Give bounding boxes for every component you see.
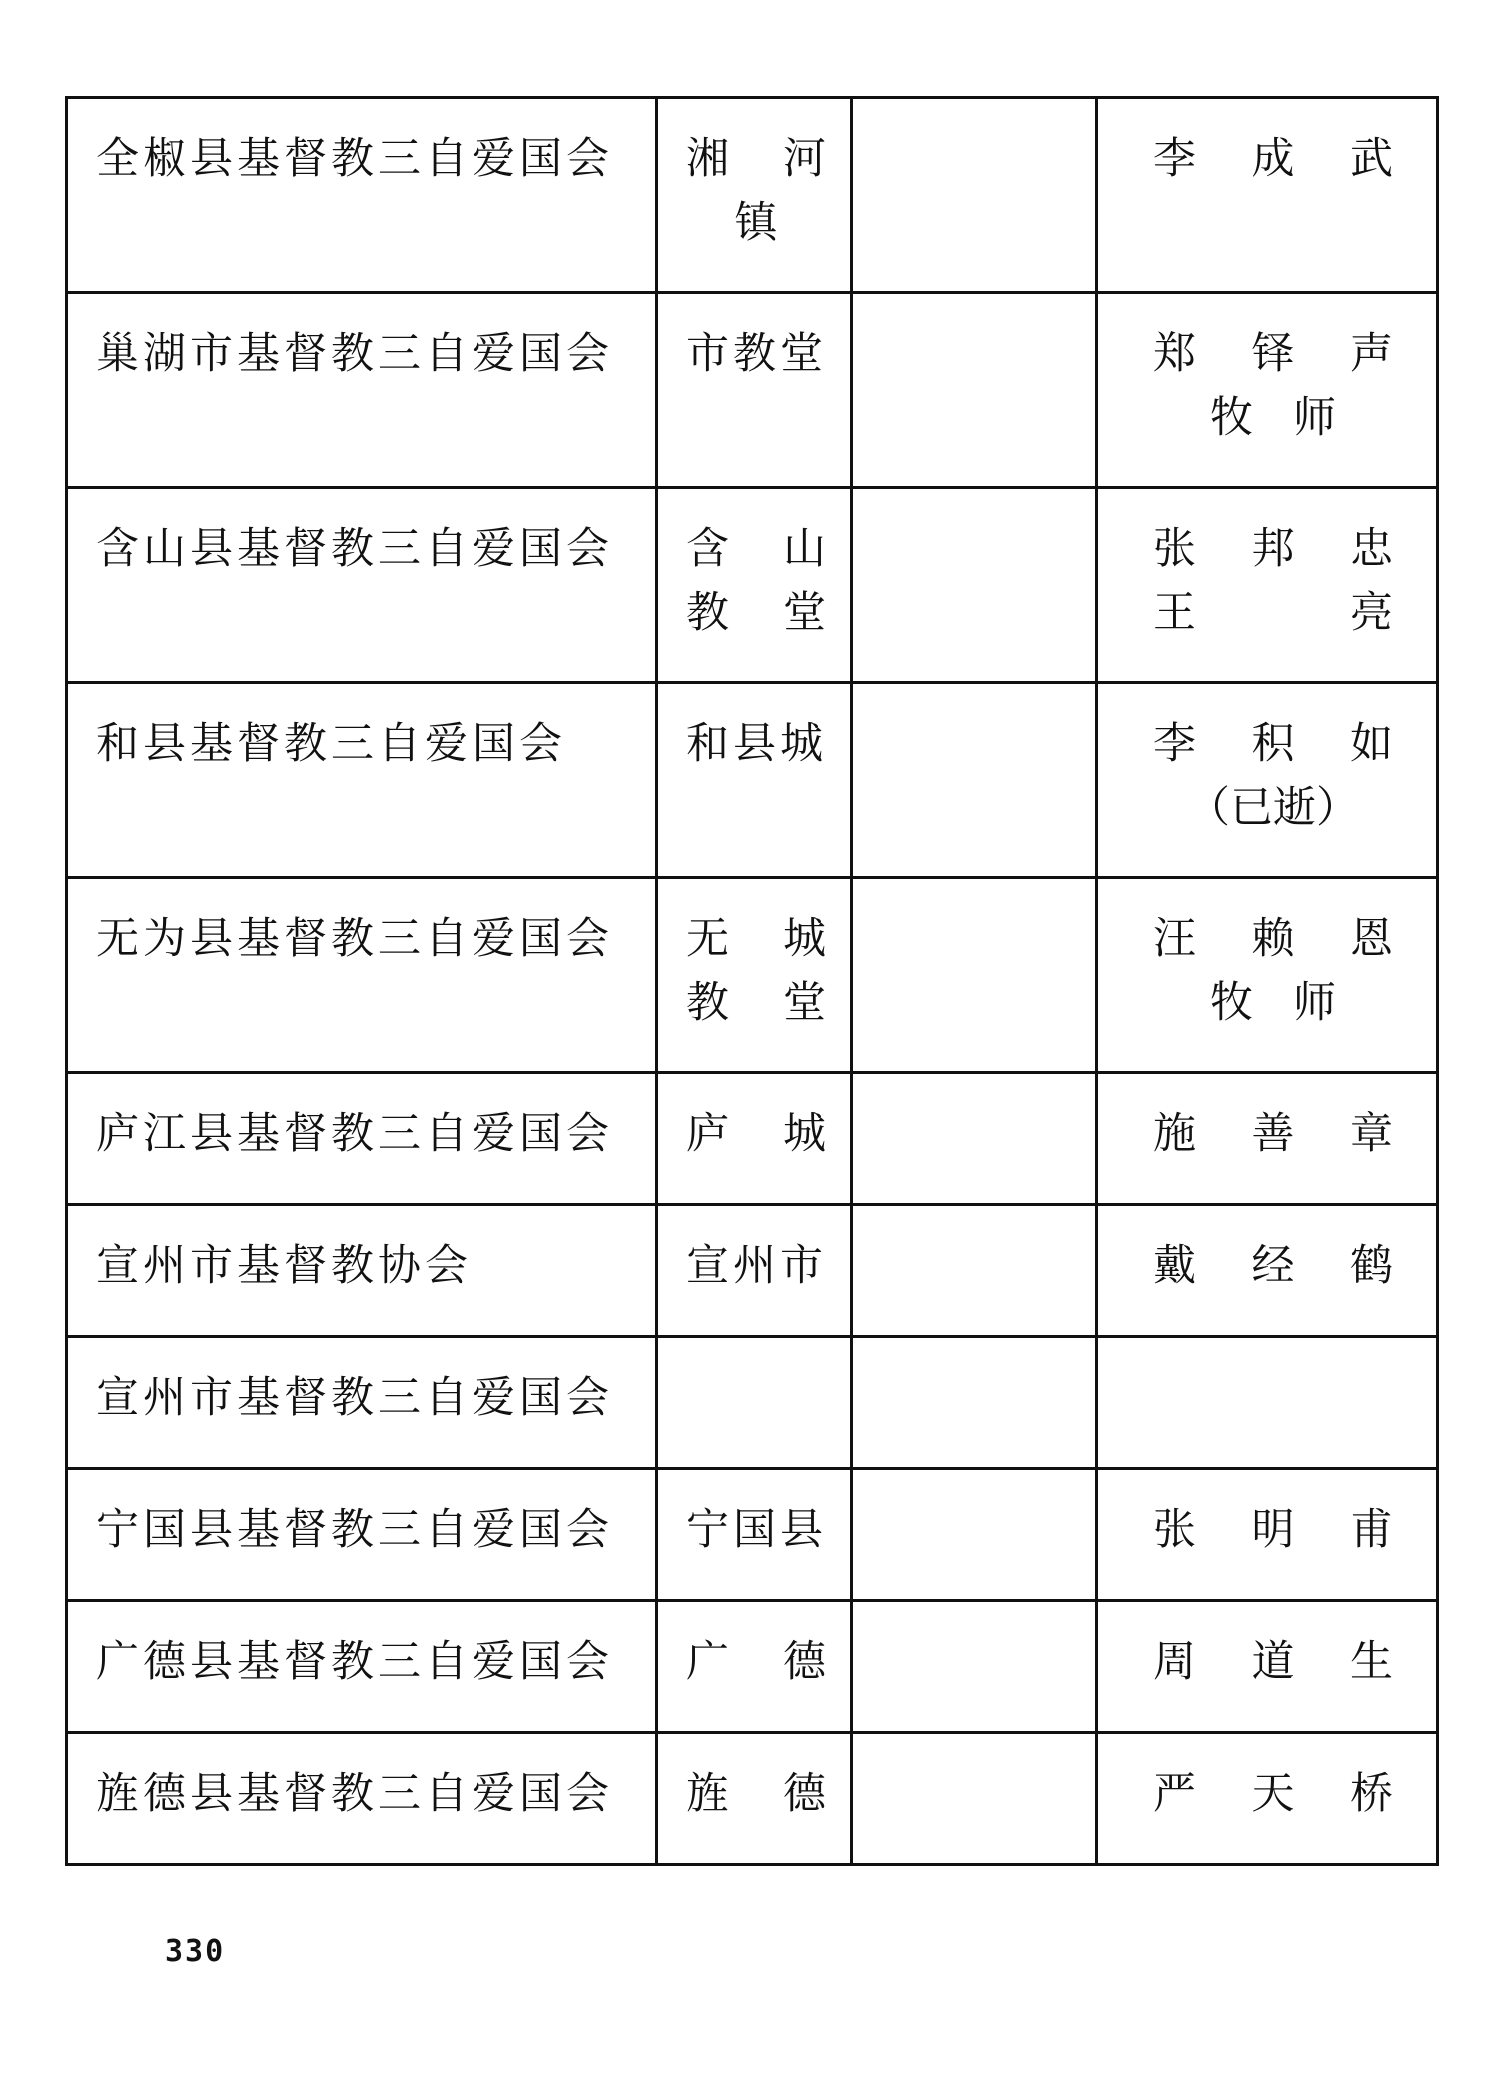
person-char: 李 [1153,719,1196,769]
table-row [67,1733,1438,1865]
location-cell [657,1469,852,1601]
person-line [1153,581,1393,645]
person-char: 牧 [1210,393,1253,443]
blank-cell [852,488,1097,683]
organization-cell: 广德县基督教三自爱国会 [67,1601,657,1733]
location-cell [657,1205,852,1337]
table-row [67,1469,1438,1601]
blank-cell [852,1469,1097,1601]
location-line [686,581,826,645]
location-cell [657,1601,852,1733]
table-row [67,293,1438,488]
person-cell [1097,98,1438,293]
location-cell [657,1733,852,1865]
registry-table [65,96,1439,1866]
location-line [686,517,826,581]
person-line [1153,907,1393,971]
person-char: 善 [1251,1109,1295,1159]
table-row [67,1601,1438,1733]
organization-cell: 旌德县基督教三自爱国会 [67,1733,657,1865]
person-line [1153,1234,1393,1298]
person-char: 张 [1153,524,1196,574]
person-cell [1097,878,1438,1073]
location-cell [657,1337,852,1469]
table-row [67,98,1438,293]
blank-cell [852,98,1097,293]
person-cell [1097,1337,1438,1469]
person-cell [1097,683,1438,878]
person-cell [1097,293,1438,488]
person-char: 赖 [1251,914,1295,964]
person-char: 李 [1153,134,1196,184]
table-row [67,488,1438,683]
person-cell [1097,1601,1438,1733]
location-char: 河 [783,134,826,184]
person-char: 甫 [1350,1505,1393,1555]
organization-cell: 庐江县基督教三自爱国会 [67,1073,657,1205]
organization-cell: 巢湖市基督教三自爱国会 [67,293,657,488]
location-line [686,1630,826,1694]
page-number: 330 [165,1934,226,1969]
person-cell [1097,1205,1438,1337]
location-char: 旌 [686,1769,729,1819]
organization-cell: 无为县基督教三自爱国会 [67,878,657,1073]
person-char: 亮 [1350,588,1393,638]
location-cell [657,98,852,293]
person-cell [1097,1073,1438,1205]
location-char: 山 [783,524,826,574]
location-cell [657,878,852,1073]
person-char: 汪 [1153,914,1196,964]
person-char: 道 [1251,1637,1295,1687]
person-char: 明 [1251,1505,1295,1555]
organization-cell: 含山县基督教三自爱国会 [67,488,657,683]
registry-table-body [67,98,1438,1865]
location-cell [657,293,852,488]
location-line [686,907,826,971]
person-char: 施 [1153,1109,1196,1159]
location-line [686,971,826,1035]
person-char: 鹤 [1350,1241,1393,1291]
location-char: 庐 [686,1109,729,1159]
person-cell [1097,488,1438,683]
table-row [67,683,1438,878]
location-char: 堂 [783,978,826,1028]
location-char: 广 [686,1637,729,1687]
person-char: 恩 [1350,914,1393,964]
person-char: 郑 [1153,329,1196,379]
person-char: 师 [1293,393,1336,443]
organization-cell: 宣州市基督教协会 [67,1205,657,1337]
organization-cell: 全椒县基督教三自爱国会 [67,98,657,293]
person-char: 张 [1153,1505,1196,1555]
person-char: 邦 [1251,524,1295,574]
person-line [1153,517,1393,581]
location-char: 含 [686,524,729,574]
location-line: 宁国县 [686,1505,827,1555]
blank-cell [852,878,1097,1073]
table-row [67,1205,1438,1337]
blank-cell [852,683,1097,878]
person-line: （已逝） [1187,783,1359,833]
person-line [1153,1630,1393,1694]
person-line [1153,1498,1393,1562]
location-char: 堂 [783,588,826,638]
person-char: 王 [1153,588,1196,638]
location-char: 无 [686,914,729,964]
blank-cell [852,1733,1097,1865]
location-cell [657,1073,852,1205]
location-line: 市教堂 [686,329,827,379]
location-char: 教 [686,588,729,638]
person-char: 忠 [1350,524,1393,574]
organization-cell: 宁国县基督教三自爱国会 [67,1469,657,1601]
table-row [67,878,1438,1073]
person-char: 成 [1251,134,1295,184]
person-char: 如 [1350,719,1393,769]
location-char: 城 [783,914,826,964]
person-char: 天 [1251,1769,1295,1819]
person-line [1153,127,1393,191]
table-row [67,1073,1438,1205]
blank-cell [852,1601,1097,1733]
organization-cell: 宣州市基督教三自爱国会 [67,1337,657,1469]
person-char: 声 [1350,329,1393,379]
person-line [1153,1762,1393,1826]
organization-cell: 和县基督教三自爱国会 [67,683,657,878]
person-line [1153,712,1393,776]
location-line [686,1762,826,1826]
location-char: 教 [686,978,729,1028]
location-line: 和县城 [686,719,827,769]
location-cell [657,488,852,683]
location-char: 城 [783,1109,826,1159]
location-line: 镇 [734,198,778,248]
person-line [1153,386,1393,450]
person-char: 牧 [1210,978,1253,1028]
person-cell [1097,1733,1438,1865]
person-char: 铎 [1251,329,1295,379]
blank-cell [852,1205,1097,1337]
person-char: 章 [1350,1109,1393,1159]
person-char: 桥 [1350,1769,1393,1819]
person-char: 经 [1251,1241,1295,1291]
location-line: 宣州市 [686,1241,827,1291]
person-char: 师 [1293,978,1336,1028]
person-line [1153,322,1393,386]
location-line [686,1102,826,1166]
table-row [67,1337,1438,1469]
location-cell [657,683,852,878]
person-char: 生 [1350,1637,1393,1687]
location-char: 湘 [686,134,729,184]
blank-cell [852,1337,1097,1469]
person-char: 周 [1153,1637,1196,1687]
person-line [1153,971,1393,1035]
blank-cell [852,293,1097,488]
person-cell [1097,1469,1438,1601]
person-char: 戴 [1153,1241,1196,1291]
person-char: 积 [1251,719,1295,769]
person-char: 武 [1350,134,1393,184]
person-char: 严 [1153,1769,1196,1819]
person-line [1153,1102,1393,1166]
location-char: 德 [783,1637,826,1687]
location-line [686,127,826,191]
location-char: 德 [783,1769,826,1819]
blank-cell [852,1073,1097,1205]
